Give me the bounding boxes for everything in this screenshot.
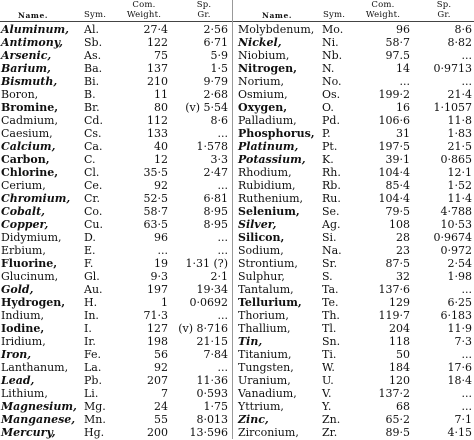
element-symbol: E. <box>84 244 96 257</box>
element-name: Caesium, <box>1 127 53 140</box>
element-weight: 52·5 <box>143 192 168 205</box>
element-symbol: F. <box>84 257 94 270</box>
element-gravity: 1·31 (?) <box>185 257 228 270</box>
element-symbol: Se. <box>322 205 340 218</box>
table-row <box>0 23 474 37</box>
element-gravity: 7·3 <box>454 335 472 348</box>
table-row <box>0 257 474 271</box>
element-gravity: ... <box>461 75 472 88</box>
element-weight: 97.5 <box>385 49 410 62</box>
table-row <box>0 62 474 76</box>
element-weight: 63·5 <box>143 218 168 231</box>
element-gravity: 10·53 <box>440 218 472 231</box>
element-symbol: Y. <box>322 400 332 413</box>
element-symbol: Ce. <box>84 179 103 192</box>
element-gravity: 6·71 <box>203 36 228 49</box>
element-name: Cobalt, <box>1 205 45 218</box>
element-symbol: Nb. <box>322 49 343 62</box>
element-symbol: P. <box>322 127 331 140</box>
element-weight: 28 <box>396 231 410 244</box>
element-name: Tungsten, <box>238 361 294 374</box>
element-symbol: Ni. <box>322 36 339 49</box>
element-weight: 200 <box>147 426 168 439</box>
element-weight: ... <box>399 75 410 88</box>
table-row <box>0 283 474 297</box>
element-gravity: ... <box>461 283 472 296</box>
element-name: Gold, <box>1 283 34 296</box>
element-symbol: No. <box>322 75 342 88</box>
element-name: Lead, <box>1 374 35 387</box>
element-name: Antimony, <box>1 36 63 49</box>
element-symbol: Cu. <box>84 218 103 231</box>
element-weight: 92 <box>154 179 168 192</box>
element-gravity: 1·578 <box>196 140 228 153</box>
table-row <box>0 88 474 102</box>
element-weight: 127 <box>147 322 168 335</box>
element-symbol: Tl. <box>322 322 337 335</box>
element-weight: 197 <box>147 283 168 296</box>
element-weight: 7 <box>161 387 168 400</box>
table-row <box>0 309 474 323</box>
element-name: Cerium, <box>1 179 46 192</box>
element-symbol: D. <box>84 231 96 244</box>
element-name: Yttrium, <box>238 400 284 413</box>
element-symbol: W. <box>322 361 335 374</box>
element-gravity: ... <box>461 387 472 400</box>
element-weight: 119·7 <box>378 309 410 322</box>
element-weight: 104·4 <box>378 192 410 205</box>
element-symbol: Ca. <box>84 140 103 153</box>
element-name: Nickel, <box>238 36 282 49</box>
element-weight: 137·6 <box>378 283 410 296</box>
element-symbol: B. <box>84 88 96 101</box>
element-name: Osmium, <box>238 88 288 101</box>
element-symbol: C. <box>84 153 96 166</box>
element-symbol: Cr. <box>84 192 100 205</box>
table-row <box>0 153 474 167</box>
element-gravity: 18·4 <box>447 374 472 387</box>
element-name: Thallium, <box>238 322 291 335</box>
element-gravity: 1·98 <box>447 270 472 283</box>
element-name: Titanium, <box>238 348 292 361</box>
element-symbol: Al. <box>84 23 99 36</box>
element-gravity: 21·15 <box>196 335 228 348</box>
element-symbol: I. <box>84 322 92 335</box>
element-gravity: 11·4 <box>447 192 472 205</box>
element-weight: 112 <box>147 114 168 127</box>
table-row <box>0 49 474 63</box>
element-name: Bromine, <box>1 101 59 114</box>
element-weight: 56 <box>154 348 168 361</box>
element-symbol: K. <box>322 153 334 166</box>
element-gravity: 21·4 <box>447 88 472 101</box>
element-symbol: Fe. <box>84 348 102 361</box>
element-name: Selenium, <box>238 205 300 218</box>
element-weight: 11 <box>154 88 168 101</box>
element-name: Iodine, <box>1 322 45 335</box>
element-weight: 199·2 <box>378 88 410 101</box>
element-symbol: Hg. <box>84 426 105 439</box>
header-gravity-right: Sp. Gr. <box>436 0 452 20</box>
element-weight: 55 <box>154 413 168 426</box>
element-name: Cadmium, <box>1 114 58 127</box>
element-weight: 39·1 <box>385 153 410 166</box>
table-row <box>0 218 474 232</box>
element-gravity: (v) 5·54 <box>185 101 228 114</box>
element-symbol: Cd. <box>84 114 103 127</box>
element-gravity: 6·25 <box>447 296 472 309</box>
element-name: Tantalum, <box>238 283 294 296</box>
element-name: Norium, <box>238 75 285 88</box>
element-gravity: 8·013 <box>196 413 228 426</box>
element-name: Rhodium, <box>238 166 292 179</box>
element-symbol: La. <box>84 361 102 374</box>
element-symbol: Mn. <box>84 413 106 426</box>
element-gravity: 2·47 <box>203 166 228 179</box>
element-symbol: Cs. <box>84 127 102 140</box>
element-symbol: Ru. <box>322 192 341 205</box>
table-row <box>0 205 474 219</box>
table-row <box>0 400 474 414</box>
element-gravity: ... <box>461 348 472 361</box>
element-name: Erbium, <box>1 244 46 257</box>
element-weight: 133 <box>147 127 168 140</box>
element-weight: 108 <box>389 218 410 231</box>
element-weight: 137 <box>147 62 168 75</box>
element-gravity: ... <box>217 179 228 192</box>
element-gravity: 2·54 <box>447 257 472 270</box>
element-name: Tellurium, <box>238 296 302 309</box>
element-symbol: Bi. <box>84 75 100 88</box>
element-name: Chromium, <box>1 192 71 205</box>
element-symbol: Na. <box>322 244 342 257</box>
table-row <box>0 114 474 128</box>
element-weight: 65·2 <box>385 413 410 426</box>
element-weight: 35·5 <box>143 166 168 179</box>
element-name: Glucinum, <box>1 270 59 283</box>
header-sym-right: Sym. <box>323 10 346 20</box>
element-weight: 31 <box>396 127 410 140</box>
element-gravity: 9·79 <box>203 75 228 88</box>
element-weight: 19 <box>154 257 168 270</box>
table-row <box>0 361 474 375</box>
table-row <box>0 192 474 206</box>
element-symbol: Zr. <box>322 426 338 439</box>
element-name: Aluminum, <box>1 23 69 36</box>
element-weight: ... <box>157 244 168 257</box>
element-gravity: 2·68 <box>203 88 228 101</box>
element-gravity: 3·3 <box>210 153 228 166</box>
table-row <box>0 75 474 89</box>
element-symbol: Sb. <box>84 36 103 49</box>
element-weight: 92 <box>154 361 168 374</box>
element-gravity: 1·1057 <box>433 101 472 114</box>
element-name: Potassium, <box>238 153 306 166</box>
element-name: Molybdenum, <box>238 23 315 36</box>
element-gravity: 8·6 <box>210 114 228 127</box>
element-symbol: Ti. <box>322 348 337 361</box>
table-row <box>0 101 474 115</box>
element-name: Platinum, <box>238 140 299 153</box>
element-symbol: Au. <box>84 283 103 296</box>
element-gravity: 0·9674 <box>433 231 472 244</box>
element-gravity: 21·5 <box>447 140 472 153</box>
element-gravity: 2·56 <box>203 23 228 36</box>
element-weight: 184 <box>389 361 410 374</box>
element-symbol: Ta. <box>322 283 339 296</box>
element-name: Vanadium, <box>238 387 297 400</box>
element-symbol: Rb. <box>322 179 341 192</box>
element-symbol: As. <box>84 49 102 62</box>
element-name: Iron, <box>1 348 32 361</box>
element-weight: 85·4 <box>385 179 410 192</box>
element-name: Copper, <box>1 218 49 231</box>
header-gravity-left: Sp. Gr. <box>196 0 212 20</box>
element-weight: 68 <box>396 400 410 413</box>
element-gravity: 0·593 <box>196 387 228 400</box>
element-gravity: 8·82 <box>447 36 472 49</box>
element-gravity: 7·1 <box>454 413 472 426</box>
element-weight: 122 <box>147 36 168 49</box>
element-weight: 129 <box>389 296 410 309</box>
element-symbol: Rh. <box>322 166 341 179</box>
header-name-right: Name. <box>262 11 293 20</box>
element-name: Palladium, <box>238 114 297 127</box>
element-gravity: ... <box>217 309 228 322</box>
element-symbol: N. <box>322 62 335 75</box>
element-weight: 40 <box>154 140 168 153</box>
element-weight: 96 <box>154 231 168 244</box>
element-name: Sulphur, <box>238 270 285 283</box>
element-symbol: Zn. <box>322 413 341 426</box>
element-gravity: 4·788 <box>440 205 472 218</box>
element-symbol: Os. <box>322 88 341 101</box>
element-gravity: 11·8 <box>447 114 472 127</box>
element-symbol: Br. <box>84 101 100 114</box>
element-gravity: 12·1 <box>447 166 472 179</box>
element-gravity: 0·9713 <box>433 62 472 75</box>
table-row <box>0 166 474 180</box>
element-symbol: Pd. <box>322 114 340 127</box>
header-sym-left: Sym. <box>84 10 107 20</box>
element-gravity: 1·5 <box>210 62 228 75</box>
element-gravity: 1·75 <box>203 400 228 413</box>
header-weight-right: Com. Weight. <box>365 0 401 20</box>
element-name: Strontium, <box>238 257 298 270</box>
element-symbol: Ba. <box>84 62 103 75</box>
element-weight: 207 <box>147 374 168 387</box>
element-name: Phosphorus, <box>238 127 315 140</box>
element-symbol: H. <box>84 296 98 309</box>
element-weight: 12 <box>154 153 168 166</box>
element-name: Uranium, <box>238 374 291 387</box>
table-row <box>0 244 474 258</box>
element-weight: 58·7 <box>143 205 168 218</box>
element-weight: 120 <box>389 374 410 387</box>
element-weight: 87·5 <box>385 257 410 270</box>
element-weight: 106·6 <box>378 114 410 127</box>
header-name-left: Name. <box>18 11 49 20</box>
element-symbol: Te. <box>322 296 339 309</box>
table-row <box>0 296 474 310</box>
element-symbol: Si. <box>322 231 337 244</box>
element-name: Indium, <box>1 309 45 322</box>
element-gravity: 4·15 <box>447 426 472 439</box>
element-symbol: Ir. <box>84 335 96 348</box>
table-row <box>0 348 474 362</box>
element-weight: 14 <box>396 62 410 75</box>
element-weight: 16 <box>396 101 410 114</box>
element-weight: 9·3 <box>150 270 168 283</box>
element-gravity: 1·52 <box>447 179 472 192</box>
element-gravity: ... <box>217 231 228 244</box>
element-name: Magnesium, <box>1 400 77 413</box>
element-name: Mercury, <box>1 426 56 439</box>
element-gravity: 2·1 <box>210 270 228 283</box>
element-gravity: 7·84 <box>203 348 228 361</box>
element-symbol: Li. <box>84 387 99 400</box>
element-weight: 89·5 <box>385 426 410 439</box>
element-gravity: 11·36 <box>196 374 228 387</box>
element-gravity: 6·81 <box>203 192 228 205</box>
element-name: Lithium, <box>1 387 48 400</box>
table-row <box>0 413 474 427</box>
element-gravity: ... <box>217 127 228 140</box>
element-name: Nitrogen, <box>238 62 297 75</box>
element-weight: 204 <box>389 322 410 335</box>
element-symbol: U. <box>322 374 334 387</box>
table-row <box>0 335 474 349</box>
element-name: Silicon, <box>238 231 285 244</box>
element-name: Arsenic, <box>1 49 52 62</box>
table-row <box>0 127 474 141</box>
element-weight: 118 <box>389 335 410 348</box>
element-name: Hydrogen, <box>1 296 66 309</box>
element-symbol: Th. <box>322 309 340 322</box>
element-name: Oxygen, <box>238 101 288 114</box>
table-row <box>0 387 474 401</box>
element-weight: 23 <box>396 244 410 257</box>
element-name: Calcium, <box>1 140 56 153</box>
table-row <box>0 426 474 440</box>
element-symbol: Sr. <box>322 257 338 270</box>
element-name: Iridium, <box>1 335 46 348</box>
element-name: Silver, <box>238 218 277 231</box>
element-weight: 79·5 <box>385 205 410 218</box>
element-name: Rubidium, <box>238 179 296 192</box>
element-weight: 71·3 <box>143 309 168 322</box>
element-name: Barium, <box>1 62 51 75</box>
table-row <box>0 322 474 336</box>
element-weight: 137·2 <box>378 387 410 400</box>
element-name: Chlorine, <box>1 166 59 179</box>
element-symbol: Gl. <box>84 270 100 283</box>
element-name: Didymium, <box>1 231 62 244</box>
element-symbol: Sn. <box>322 335 341 348</box>
element-name: Fluorine, <box>1 257 58 270</box>
element-gravity: 0·865 <box>440 153 472 166</box>
element-weight: 210 <box>147 75 168 88</box>
element-gravity: 11·9 <box>447 322 472 335</box>
element-name: Tin, <box>238 335 263 348</box>
element-name: Bismuth, <box>1 75 58 88</box>
element-weight: 75 <box>154 49 168 62</box>
element-gravity: 0·0692 <box>189 296 228 309</box>
table-row <box>0 179 474 193</box>
element-weight: 24 <box>154 400 168 413</box>
element-gravity: 5·9 <box>210 49 228 62</box>
element-symbol: Pb. <box>84 374 102 387</box>
header-rule <box>0 21 474 22</box>
element-gravity: 0·972 <box>440 244 472 257</box>
element-gravity: ... <box>217 244 228 257</box>
table-row <box>0 270 474 284</box>
element-name: Carbon, <box>1 153 50 166</box>
element-weight: 1 <box>161 296 168 309</box>
table-header <box>0 1 474 23</box>
element-name: Boron, <box>1 88 39 101</box>
element-gravity: 17·6 <box>447 361 472 374</box>
element-gravity: (v) 8·716 <box>178 322 228 335</box>
element-name: Ruthenium, <box>238 192 303 205</box>
element-name: Sodium, <box>238 244 284 257</box>
element-weight: 104·4 <box>378 166 410 179</box>
element-gravity: ... <box>217 361 228 374</box>
element-weight: 198 <box>147 335 168 348</box>
element-weight: 96 <box>396 23 410 36</box>
element-weight: 58·7 <box>385 36 410 49</box>
element-weight: 197·5 <box>378 140 410 153</box>
table-row <box>0 231 474 245</box>
element-symbol: Mo. <box>322 23 344 36</box>
element-name: Niobium, <box>238 49 290 62</box>
element-gravity: 8·6 <box>454 23 472 36</box>
element-gravity: 13·596 <box>189 426 228 439</box>
element-name: Manganese, <box>1 413 76 426</box>
element-weight: 32 <box>396 270 410 283</box>
element-gravity: 19·34 <box>196 283 228 296</box>
element-name: Zinc, <box>238 413 269 426</box>
element-symbol: S. <box>322 270 333 283</box>
element-symbol: Pt. <box>322 140 338 153</box>
element-symbol: O. <box>322 101 334 114</box>
element-gravity: 8·95 <box>203 218 228 231</box>
header-weight-left: Com. Weight. <box>126 0 162 20</box>
element-gravity: ... <box>461 400 472 413</box>
table-row <box>0 140 474 154</box>
element-symbol: In. <box>84 309 99 322</box>
element-symbol: Mg. <box>84 400 106 413</box>
element-weight: 50 <box>396 348 410 361</box>
table-row <box>0 36 474 50</box>
element-weight: 27·4 <box>143 23 168 36</box>
element-symbol: Co. <box>84 205 103 218</box>
element-weight: 80 <box>154 101 168 114</box>
element-name: Lanthanum, <box>1 361 69 374</box>
table-row <box>0 374 474 388</box>
element-gravity: ... <box>461 49 472 62</box>
element-gravity: 6·183 <box>440 309 472 322</box>
element-name: Zirconium, <box>238 426 299 439</box>
element-symbol: Ag. <box>322 218 341 231</box>
element-symbol: V. <box>322 387 332 400</box>
element-name: Thorium, <box>238 309 289 322</box>
element-gravity: 1·83 <box>447 127 472 140</box>
element-gravity: 8·95 <box>203 205 228 218</box>
element-symbol: Cl. <box>84 166 100 179</box>
